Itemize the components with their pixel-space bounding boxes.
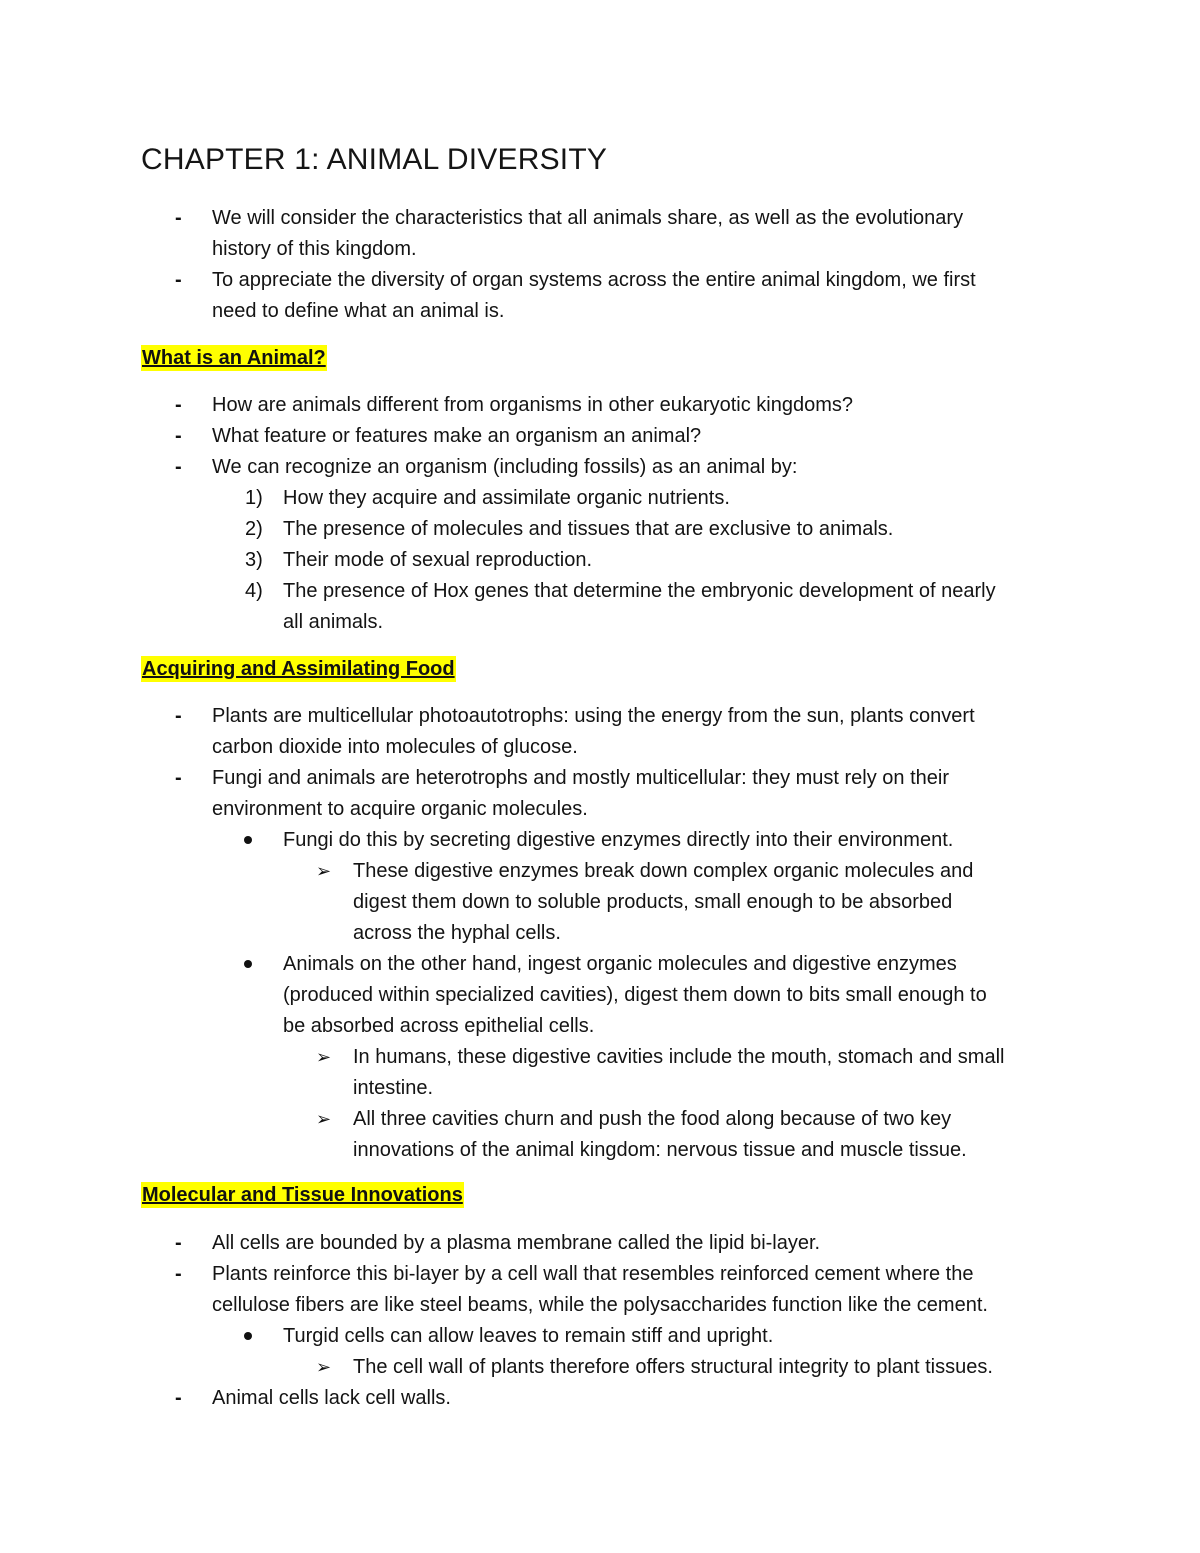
dash-bullet-icon: - [175,269,182,291]
sub-list-item: Animals on the other hand, ingest organic molecules and digestive enzymes [283,953,957,975]
dash-bullet-icon: - [175,705,182,727]
list-item: All cells are bounded by a plasma membrane called the lipid bi-layer. [212,1232,821,1254]
arrow-bullet-icon: ➢ [316,1109,332,1129]
dash-bullet-icon: - [175,1387,182,1409]
numbered-item: The presence of molecules and tissues that are exclusive to animals. [283,518,894,540]
list-item-continuation: environment to acquire organic molecules. [212,798,588,820]
round-bullet-icon [244,836,252,844]
sub-list-item-continuation: (produced within specialized cavities), digest them down to bits small enough to [283,984,987,1006]
list-number: 1) [245,487,263,509]
list-item: What feature or features make an organism an animal? [212,425,702,447]
chapter-title: CHAPTER 1: ANIMAL DIVERSITY [141,143,608,176]
list-number: 4) [245,580,263,602]
numbered-item: Their mode of sexual reproduction. [283,549,593,571]
list-item: How are animals different from organisms in other eukaryotic kingdoms? [212,394,854,416]
dash-bullet-icon: - [175,456,182,478]
round-bullet-icon [244,1332,252,1340]
arrow-bullet-icon: ➢ [316,861,332,881]
sub-sub-list-item-continuation: across the hyphal cells. [353,922,561,944]
sub-list-item-continuation: be absorbed across epithelial cells. [283,1015,595,1037]
arrow-bullet-icon: ➢ [316,1047,332,1067]
sub-sub-list-item: These digestive enzymes break down complex organic molecules and [353,860,974,882]
dash-bullet-icon: - [175,394,182,416]
dash-bullet-icon: - [175,207,182,229]
list-item-continuation: cellulose fibers are like steel beams, while the polysaccharides function like the cement. [212,1294,988,1316]
list-number: 2) [245,518,263,540]
dash-bullet-icon: - [175,425,182,447]
list-item: Fungi and animals are heterotrophs and mostly multicellular: they must rely on their [212,767,950,789]
numbered-item: How they acquire and assimilate organic nutrients. [283,487,730,509]
sub-sub-list-item: In humans, these digestive cavities include the mouth, stomach and small [353,1046,1005,1068]
section-heading-molecular-tissue: Molecular and Tissue Innovations [142,1184,463,1206]
round-bullet-icon [244,960,252,968]
section-heading-what-is-an-animal: What is an Animal? [142,347,326,369]
sub-sub-list-item-continuation: intestine. [353,1077,434,1099]
list-item: Plants are multicellular photoautotrophs: using the energy from the sun, plants convert [212,705,975,727]
intro-item-2-line-2: need to define what an animal is. [212,300,505,322]
list-item: Plants reinforce this bi-layer by a cell wall that resembles reinforced cement where the [212,1263,974,1285]
sub-sub-list-item: All three cavities churn and push the food along because of two key [353,1108,952,1130]
dash-bullet-icon: - [175,767,182,789]
sub-sub-list-item-continuation: digest them down to soluble products, small enough to be absorbed [353,891,953,913]
sub-list-item: Turgid cells can allow leaves to remain stiff and upright. [283,1325,774,1347]
list-number: 3) [245,549,263,571]
section-heading-acquiring-food: Acquiring and Assimilating Food [142,658,455,680]
intro-item-1-line-2: history of this kingdom. [212,238,417,260]
sub-sub-list-item: The cell wall of plants therefore offers structural integrity to plant tissues. [353,1356,993,1378]
sub-sub-list-item-continuation: innovations of the animal kingdom: nervous tissue and muscle tissue. [353,1139,967,1161]
intro-item-1-line-1: We will consider the characteristics that all animals share, as well as the evolutionary [212,207,964,229]
list-item: We can recognize an organism (including fossils) as an animal by: [212,456,798,478]
dash-bullet-icon: - [175,1263,182,1285]
numbered-item-continuation: all animals. [283,611,384,633]
sub-list-item: Fungi do this by secreting digestive enzymes directly into their environment. [283,829,954,851]
arrow-bullet-icon: ➢ [316,1357,332,1377]
list-item: Animal cells lack cell walls. [212,1387,451,1409]
dash-bullet-icon: - [175,1232,182,1254]
intro-item-2-line-1: To appreciate the diversity of organ systems across the entire animal kingdom, we first [212,269,976,291]
numbered-item: The presence of Hox genes that determine the embryonic development of nearly [283,580,996,602]
list-item-continuation: carbon dioxide into molecules of glucose. [212,736,578,758]
